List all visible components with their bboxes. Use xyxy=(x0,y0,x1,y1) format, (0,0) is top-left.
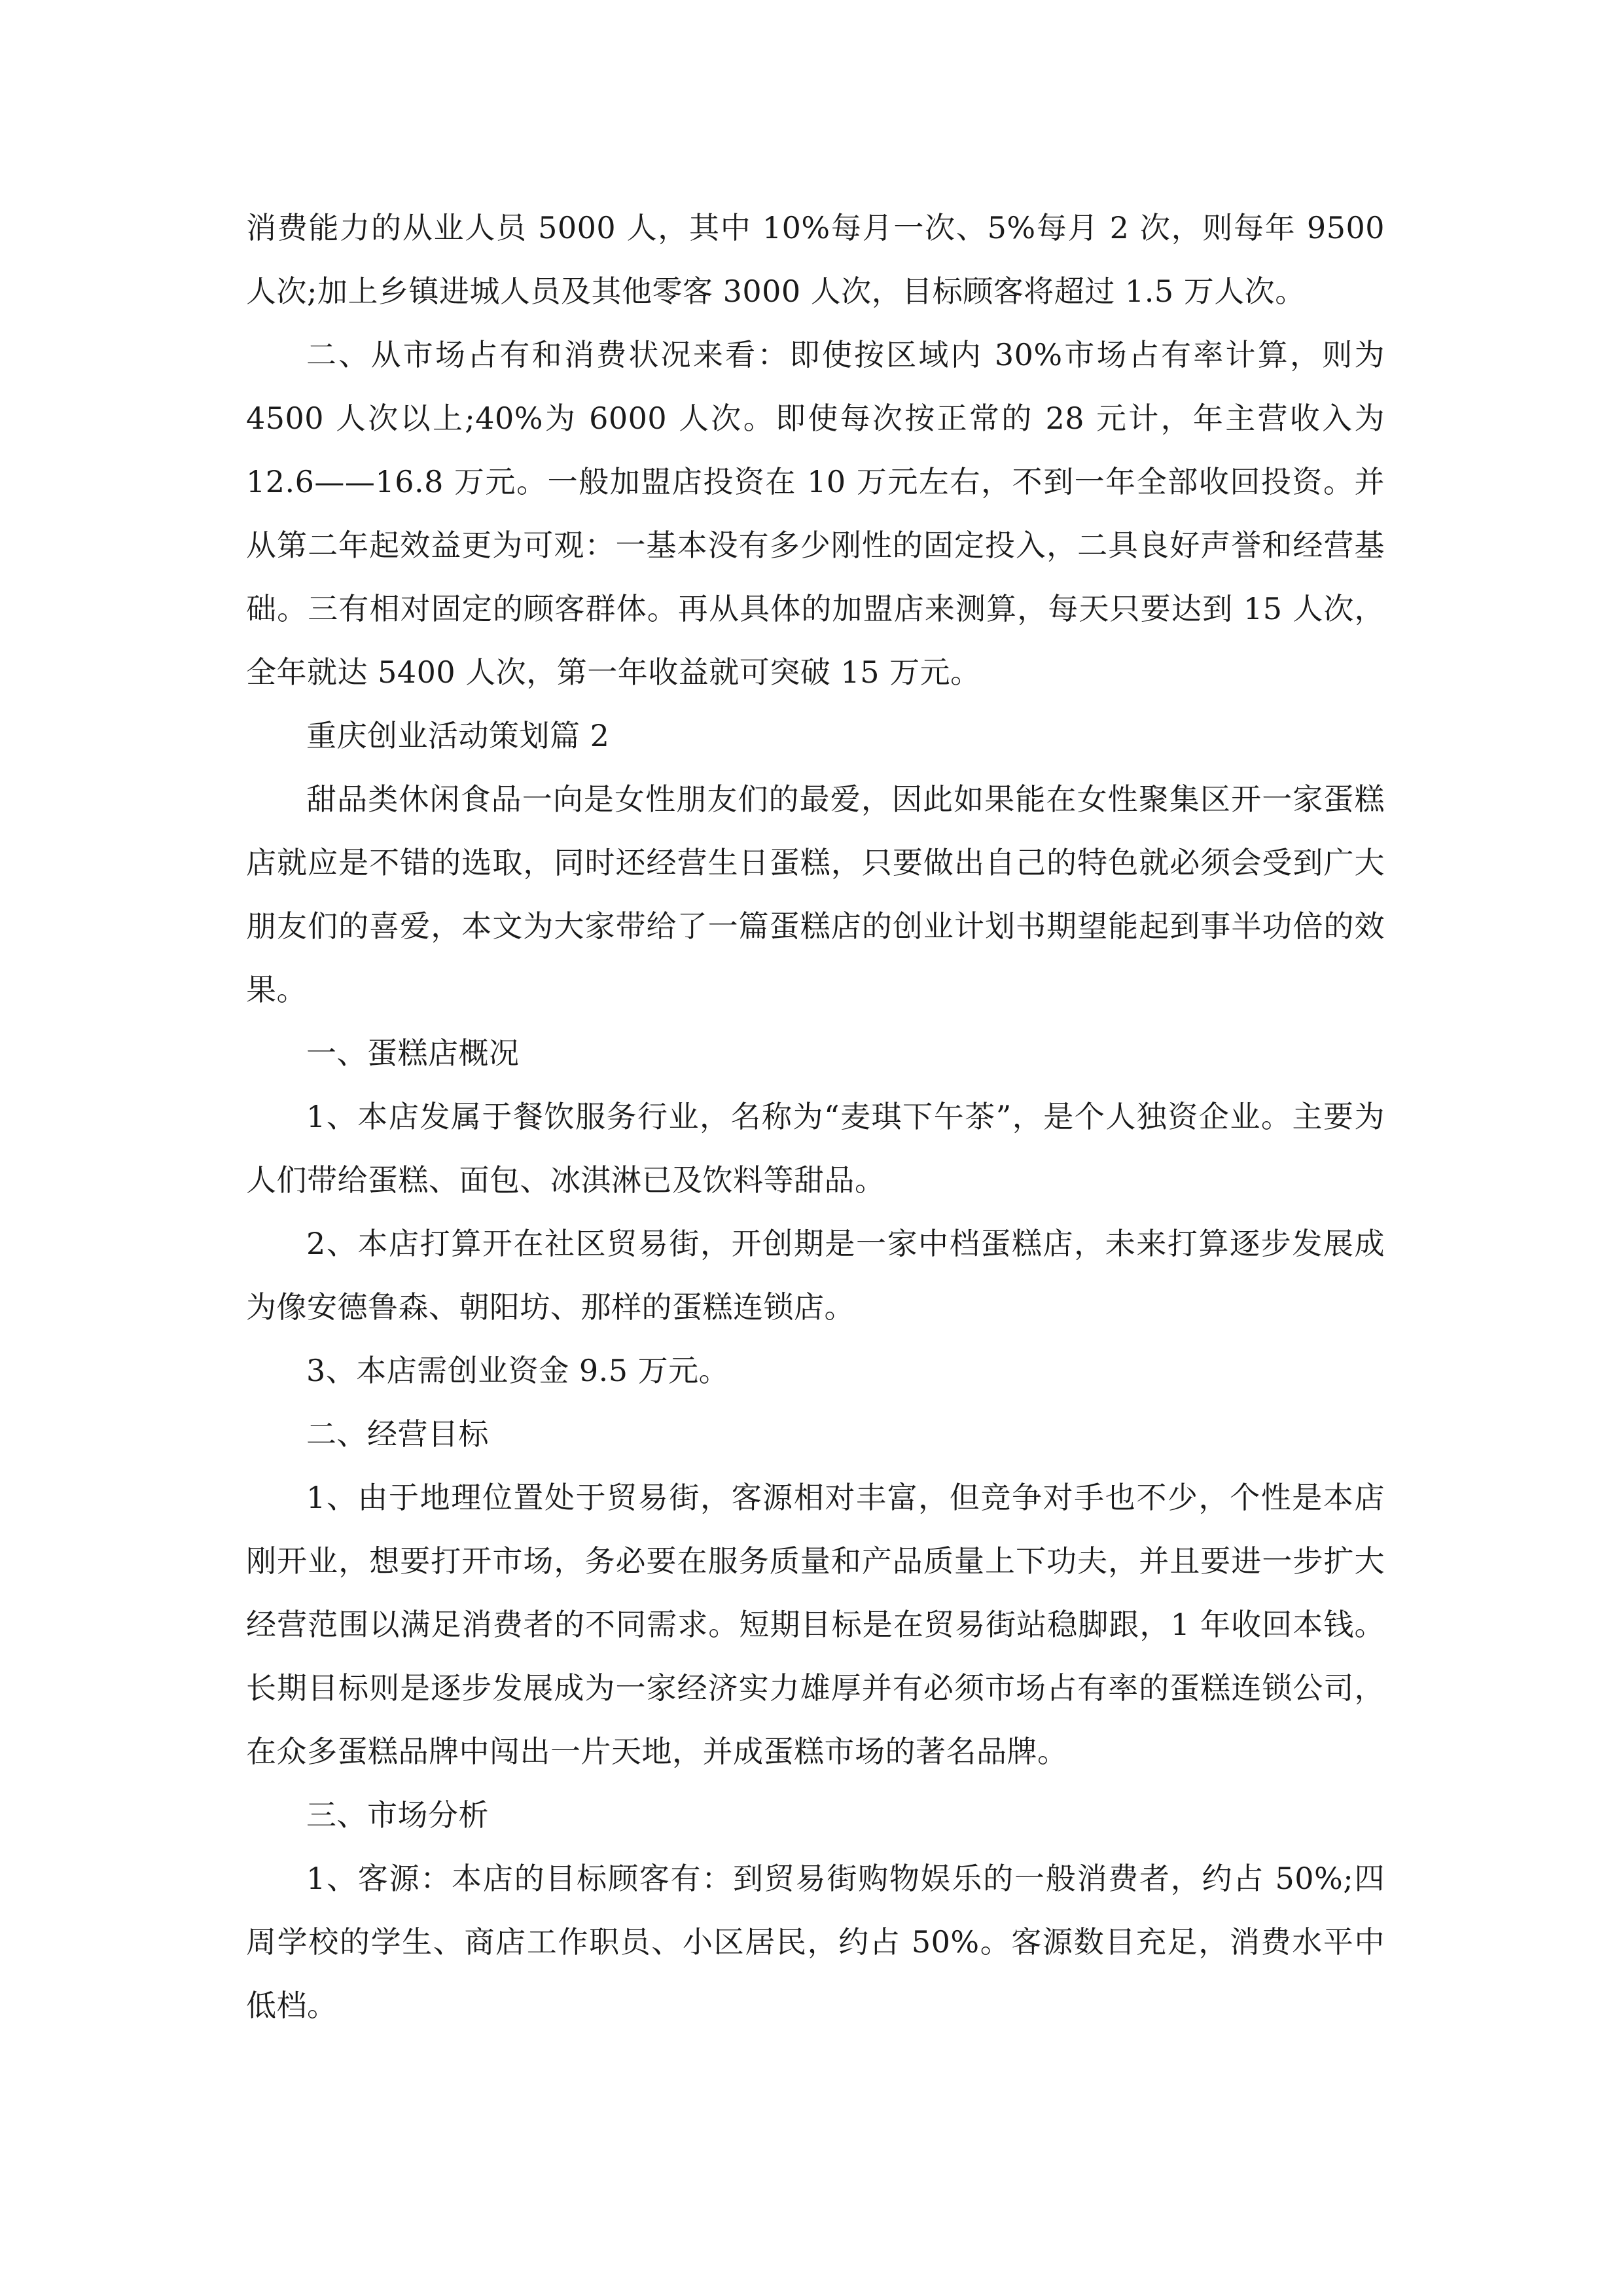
paragraph-intro: 甜品类休闲食品一向是女性朋友们的最爱，因此如果能在女性聚集区开一家蛋糕店就应是不错的选取，同时还经营生日蛋糕，只要做出自己的特色就必须会受到广大朋友们的喜爱，本文为大家带给了一篇蛋糕店的创业计划书期望能起到事半功倍的效果。 xyxy=(246,781,1385,1007)
document-body xyxy=(246,196,1385,2037)
paragraph-overview-1: 1、本店发属于餐饮服务行业，名称为“麦琪下午茶”，是个人独资企业。主要为人们带给蛋糕、面包、冰淇淋已及饮料等甜品。 xyxy=(246,1099,1385,1198)
paragraph-continuation: 消费能力的从业人员 5000 人，其中 10%每月一次、5%每月 2 次，则每年 9500 人次;加上乡镇进城人员及其他零客 3000 人次，目标顾客将超过 1.5 万人次。 xyxy=(246,210,1385,309)
section-heading-chapter-2: 重庆创业活动策划篇 2 xyxy=(306,718,610,753)
heading-business-goals: 二、经营目标 xyxy=(306,1416,489,1452)
heading-shop-overview: 一、蛋糕店概况 xyxy=(306,1035,520,1071)
heading-market-analysis: 三、市场分析 xyxy=(306,1797,489,1833)
paragraph-market-share: 二、从市场占有和消费状况来看：即使按区域内 30%市场占有率计算，则为 4500 人次以上;40%为 6000 人次。即使每次按正常的 28 元计，年主营收入为 12.6——16.8 万元。一般加盟店投资在 10 万元左右，不到一年全部收回投资。并从第二年起效益更为可观：一基本没有多少刚性的固定投入，二具良好声誉和经营基础。三有相对固定的顾客群体。再从具体的加盟店来测算，每天只要达到 15 人次，全年就达 5400 人次，第一年收益就可突破 15 万元。 xyxy=(246,337,1385,690)
paragraph-overview-3: 3、本店需创业资金 9.5 万元。 xyxy=(306,1353,730,1388)
paragraph-overview-2: 2、本店打算开在社区贸易街，开创期是一家中档蛋糕店，未来打算逐步发展成为像安德鲁森、朝阳坊、那样的蛋糕连锁店。 xyxy=(246,1226,1385,1325)
paragraph-customers: 1、客源：本店的目标顾客有：到贸易街购物娱乐的一般消费者，约占 50%;四周学校的学生、商店工作职员、小区居民，约占 50%。客源数目充足，消费水平中低档。 xyxy=(246,1861,1385,2023)
paragraph-goals-1: 1、由于地理位置处于贸易街，客源相对丰富，但竞争对手也不少，个性是本店刚开业，想要打开市场，务必要在服务质量和产品质量上下功夫，并且要进一步扩大经营范围以满足消费者的不同需求。短期目标是在贸易街站稳脚跟，1 年收回本钱。长期目标则是逐步发展成为一家经济实力雄厚并有必须市场占有率的蛋糕连锁公司，在众多蛋糕品牌中闯出一片天地，并成蛋糕市场的著名品牌。 xyxy=(246,1480,1385,1769)
